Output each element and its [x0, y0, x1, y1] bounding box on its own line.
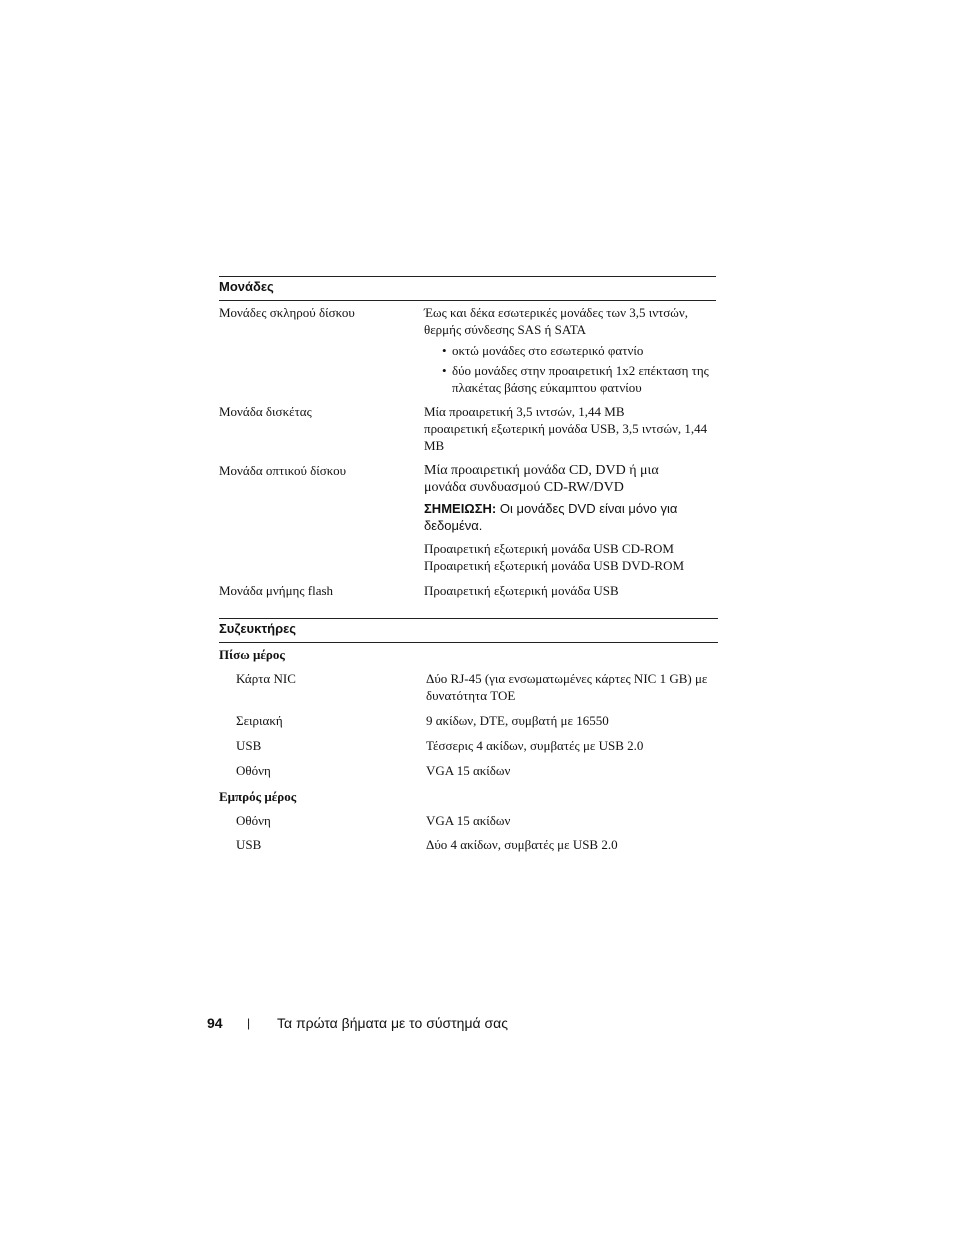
hdd-bullet-list	[424, 342, 714, 396]
hdd-bullet-text: οκτώ μονάδες στο εσωτερικό φατνίο	[452, 343, 644, 358]
nic-label: Κάρτα NIC	[236, 671, 296, 686]
connectors-heading-bar	[219, 618, 718, 643]
hdd-label: Μονάδες σκληρού δίσκου	[219, 305, 355, 320]
front-video-label: Οθόνη	[236, 813, 271, 828]
video-value: VGA 15 ακίδων	[426, 763, 511, 778]
drives-heading-bar	[219, 276, 716, 301]
footer-separator: |	[247, 1016, 251, 1030]
front-usb-value: Δύο 4 ακίδων, συμβατές με USB 2.0	[426, 837, 618, 852]
front-subheading: Εμπρός μέρος	[219, 789, 297, 804]
rear-subheading: Πίσω μέρος	[219, 647, 285, 662]
list-item	[424, 362, 714, 396]
serial-value: 9 ακίδων, DTE, συμβατή με 16550	[426, 713, 609, 728]
optical-ext-line: Προαιρετική εξωτερική μονάδα USB DVD-ROM	[424, 558, 685, 573]
flash-value: Προαιρετική εξωτερική μονάδα USB	[424, 583, 619, 598]
drives-heading: Μονάδες	[219, 279, 274, 294]
floppy-value-line: Μία προαιρετική 3,5 ιντσών, 1,44 MB	[424, 404, 625, 419]
optical-description: Μία προαιρετική μονάδα CD, DVD ή μια μονάδα συνδυασμού CD-RW/DVD	[424, 463, 659, 495]
hdd-value	[424, 304, 714, 399]
connectors-heading: Συζευκτήρες	[219, 621, 297, 636]
connectors-section	[219, 618, 718, 858]
usb-value: Τέσσερις 4 ακίδων, συμβατές με USB 2.0	[426, 738, 644, 753]
nic-value: Δύο RJ-45 (για ενσωματωμένες κάρτες NIC 1 GB) με δυνατότητα TOE	[426, 671, 708, 703]
serial-label: Σειριακή	[236, 713, 283, 728]
optical-label: Μονάδα οπτικού δίσκου	[219, 463, 347, 478]
hdd-description: Έως και δέκα εσωτερικές μονάδες των 3,5 ιντσών, θερμής σύνδεσης SAS ή SATA	[424, 305, 688, 337]
note-label: ΣΗΜΕΙΩΣΗ:	[424, 501, 497, 516]
list-item	[424, 342, 714, 359]
optical-ext-line: Προαιρετική εξωτερική μονάδα USB CD-ROM	[424, 541, 674, 556]
hdd-bullet-text: δύο μονάδες στην προαιρετική 1x2 επέκταση της πλακέτας βάσης εύκαμπτου φατνίου	[452, 363, 709, 395]
floppy-label: Μονάδα δισκέτας	[219, 404, 312, 419]
video-label: Οθόνη	[236, 763, 271, 778]
bullet-icon: •	[442, 363, 447, 378]
note	[424, 500, 699, 534]
front-video-value: VGA 15 ακίδων	[426, 813, 511, 828]
note-text: Οι μονάδες DVD είναι μόνο για δεδομένα.	[424, 501, 678, 533]
drives-section	[219, 276, 716, 606]
bullet-icon: •	[442, 343, 447, 358]
flash-label: Μονάδα μνήμης flash	[219, 583, 334, 598]
page-number: 94	[207, 1015, 223, 1031]
floppy-value-line: προαιρετική εξωτερική μονάδα USB, 3,5 ιντσών, 1,44 MB	[424, 421, 708, 453]
floppy-value	[424, 403, 714, 454]
footer-title: Τα πρώτα βήματα με το σύστημά σας	[277, 1015, 508, 1031]
optical-value	[424, 462, 694, 574]
front-usb-label: USB	[236, 837, 262, 852]
usb-label: USB	[236, 738, 262, 753]
